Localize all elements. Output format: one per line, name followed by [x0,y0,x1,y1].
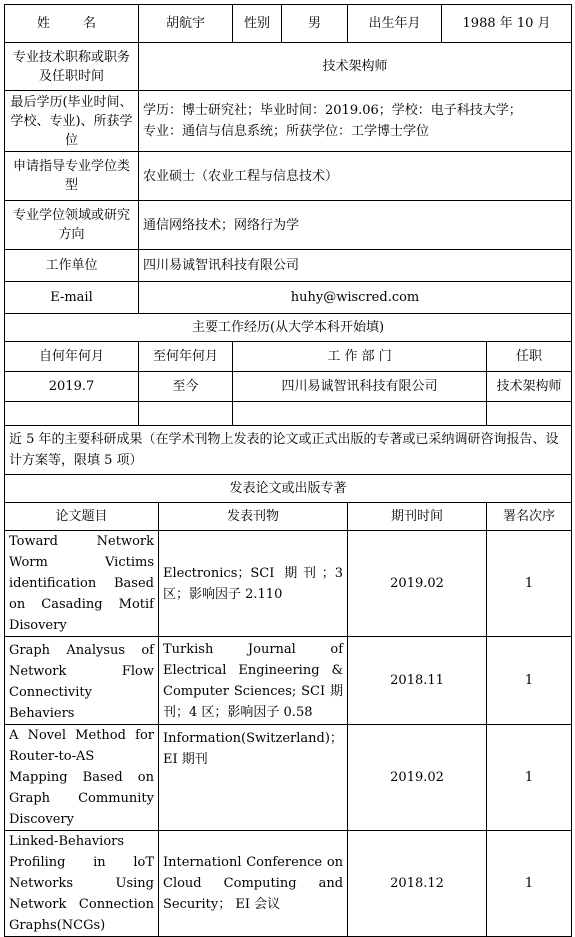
experience-to [139,402,233,426]
paper-header-journal: 发表刊物 [159,503,348,531]
degree-type-label: 申请指导专业学位类型 [5,152,139,201]
name-label: 姓 名 [5,5,139,43]
paper-order: 1 [487,725,572,831]
paper-row [5,831,572,937]
title-label: 专业技术职称或职务及任职时间 [5,43,139,91]
paper-journal: Electronics；SCI 期刊；3 区；影响因子 2.110 [159,531,348,637]
experience-dept: 四川易诚智讯科技有限公司 [233,372,487,402]
research-field-label: 专业学位领域或研究方向 [5,201,139,250]
experience-section-title: 主要工作经历(从大学本科开始填) [5,314,572,342]
research-field-row [5,201,572,250]
paper-date: 2019.02 [348,531,487,637]
paper-title: Graph Analysus of Network Flow Connectivity Behaviers [5,637,159,725]
gender-value: 男 [282,5,348,43]
form-table [4,4,572,937]
paper-title: A Novel Method for Router-to-AS Mapping Based on Graph Community Discovery [5,725,159,831]
experience-dept [233,402,487,426]
employer-value: 四川易诚智讯科技有限公司 [139,250,572,282]
experience-from: 2019.7 [5,372,139,402]
education-label: 最后学历(毕业时间、学校、专业)、所获学位 [5,91,139,152]
publications-header-row [5,503,572,531]
title-value: 技术架构师 [139,43,572,91]
email-value: huhy@wiscred.com [139,282,572,314]
research-field-value: 通信网络技术；网络行为学 [139,201,572,250]
education-line-1: 学历：博士研究社；毕业时间：2019.06；学校：电子科技大学； [143,103,522,118]
publications-title-row [5,475,572,503]
employer-row [5,250,572,282]
paper-title: Linked-Behaviors Profiling in loT Networks Using Network Connection Graphs(NCGs) [5,831,159,937]
gender-label: 性别 [233,5,282,43]
experience-row [5,372,572,402]
paper-order: 1 [487,637,572,725]
basic-info-row [5,5,572,43]
paper-order: 1 [487,831,572,937]
name-value: 胡航宇 [139,5,233,43]
email-label: E-mail [5,282,139,314]
title-row [5,43,572,91]
experience-header-position: 任职 [487,342,572,372]
degree-type-value: 农业硕士（农业工程与信息技术） [139,152,572,201]
paper-row [5,725,572,831]
experience-to: 至今 [139,372,233,402]
experience-section-title-row [5,314,572,342]
birth-label: 出生年月 [348,5,442,43]
experience-header-dept: 工 作 部 门 [233,342,487,372]
experience-header-from: 自何年何月 [5,342,139,372]
email-row [5,282,572,314]
paper-row [5,637,572,725]
education-value [139,91,572,152]
paper-title: Toward Network Worm Victims identification Based on Casading Motif Disovery [5,531,159,637]
degree-type-row [5,152,572,201]
paper-header-order: 署名次序 [487,503,572,531]
achievements-intro: 近 5 年的主要科研成果（在学术刊物上发表的论文或正式出版的专著或已采纳调研咨询报告、设计方案等，限填 5 项） [5,426,572,475]
achievements-intro-row [5,426,572,475]
experience-header-row [5,342,572,372]
cv-form [4,4,571,937]
paper-journal: Information(Switzerland)；EI 期刊 [159,725,348,831]
education-row [5,91,572,152]
paper-date: 2019.02 [348,725,487,831]
experience-header-to: 至何年何月 [139,342,233,372]
education-line-2: 专业：通信与信息系统；所获学位：工学博士学位 [143,124,430,139]
experience-position: 技术架构师 [487,372,572,402]
paper-row [5,531,572,637]
experience-position [487,402,572,426]
paper-header-title: 论文题目 [5,503,159,531]
employer-label: 工作单位 [5,250,139,282]
paper-journal: Internationl Conference on Cloud Computing and Security； EI 会议 [159,831,348,937]
paper-order: 1 [487,531,572,637]
experience-from [5,402,139,426]
birth-value: 1988 年 10 月 [442,5,572,43]
publications-title: 发表论文或出版专著 [5,475,572,503]
paper-date: 2018.12 [348,831,487,937]
paper-header-date: 期刊时间 [348,503,487,531]
experience-row [5,402,572,426]
paper-date: 2018.11 [348,637,487,725]
paper-journal: Turkish Journal of Electrical Engineering & Computer Sciences; SCI 期刊；4 区；影响因子 0.58 [159,637,348,725]
